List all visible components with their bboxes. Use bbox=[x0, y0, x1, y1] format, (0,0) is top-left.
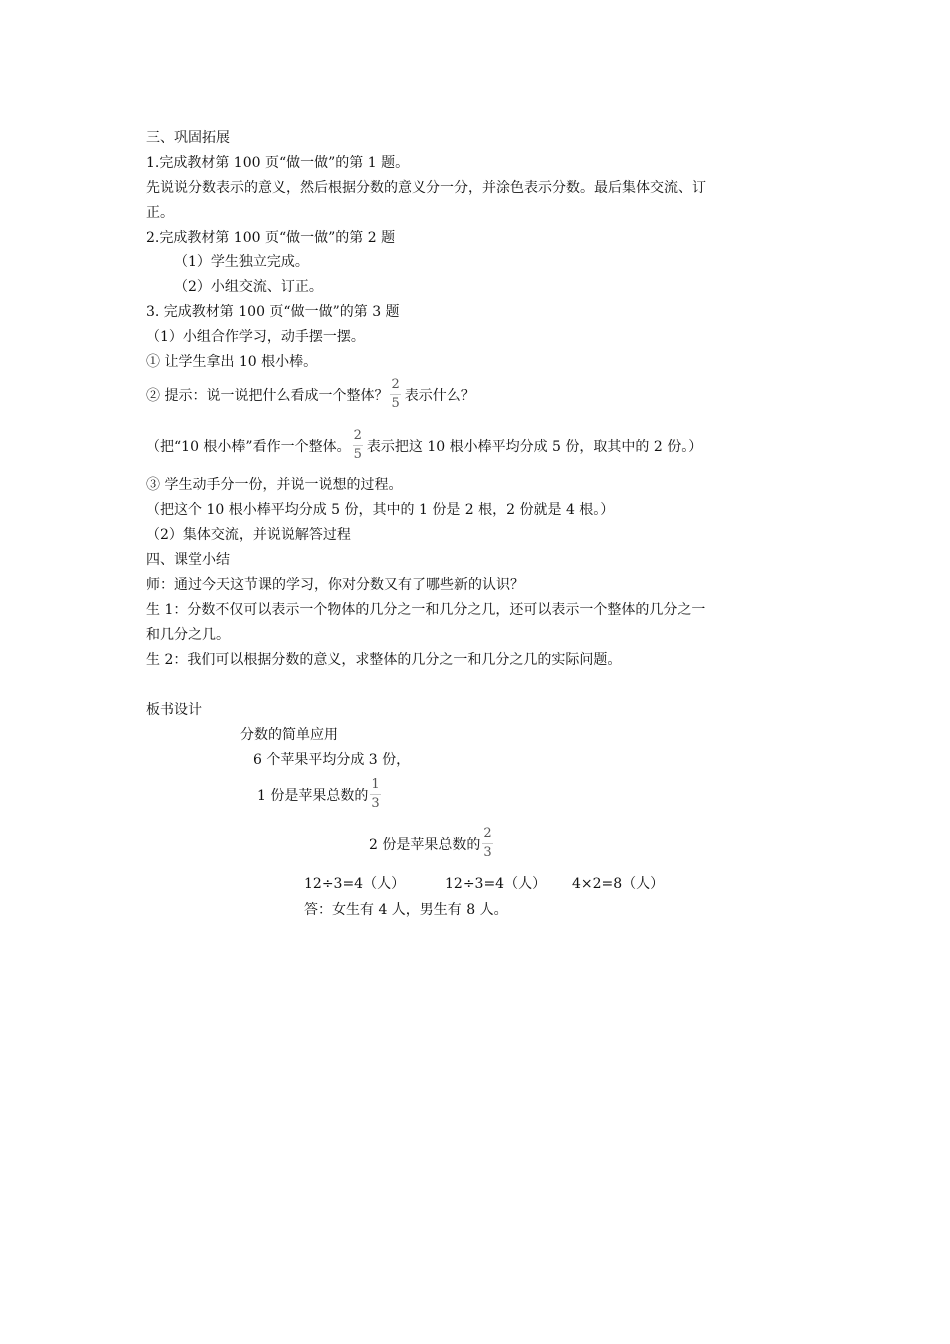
board-answer: 答：女生有 4 人，男生有 8 人。 bbox=[304, 902, 508, 918]
board-line1: 6 个苹果平均分成 3 份， bbox=[253, 752, 411, 768]
step2-question-end: 表示什么？ bbox=[404, 388, 475, 404]
board-heading: 板书设计 bbox=[146, 702, 202, 718]
item2-text: 2.完成教材第 100 页“做一做”的第 2 题 bbox=[146, 230, 396, 246]
board-line3 bbox=[369, 825, 497, 865]
student1-answer-cont: 和几分之几。 bbox=[146, 627, 230, 643]
item3-sub2: （2）集体交流，并说说解答过程 bbox=[146, 527, 351, 543]
step3-text: ③ 学生动手分一份，并说一说想的过程。 bbox=[146, 477, 403, 493]
step1-text: ① 让学生拿出 10 根小棒。 bbox=[146, 354, 318, 370]
fraction-two-fifths: $\frac{2}{5}$ bbox=[391, 376, 400, 411]
answer3-text: （把这个 10 根小棒平均分成 5 份，其中的 1 份是 2 根，2 份就是 4 根。） bbox=[146, 502, 615, 518]
board-calc1: 12÷3=4（人） bbox=[304, 876, 406, 892]
item2-sub1: （1）学生独立完成。 bbox=[174, 254, 309, 270]
board-calc3: 4×2=8（人） bbox=[572, 876, 665, 892]
board-line3-text: 2 份是苹果总数的 bbox=[369, 837, 481, 853]
answer2-line bbox=[146, 427, 702, 467]
answer2-start: （把“10 根小棒”看作一个整体。 bbox=[146, 439, 351, 455]
item1-text: 1.完成教材第 100 页“做一做”的第 1 题。 bbox=[146, 155, 410, 171]
fraction-two-fifths: $\frac{2}{5}$ bbox=[353, 427, 362, 462]
teacher-question: 师：通过今天这节课的学习，你对分数又有了哪些新的认识？ bbox=[146, 577, 524, 593]
answer2-end: 表示把这 10 根小棒平均分成 5 份，取其中的 2 份。） bbox=[366, 439, 703, 455]
item3-text: 3. 完成教材第 100 页“做一做”的第 3 题 bbox=[146, 304, 400, 320]
step2-line bbox=[146, 376, 475, 416]
student2-answer: 生 2：我们可以根据分数的意义，求整体的几分之一和几分之几的实际问题。 bbox=[146, 652, 622, 668]
item2-sub2: （2）小组交流、订正。 bbox=[174, 279, 323, 295]
board-calc2: 12÷3=4（人） bbox=[445, 876, 547, 892]
board-line2 bbox=[257, 776, 385, 816]
item1-description-cont: 正。 bbox=[146, 205, 174, 221]
board-line2-text: 1 份是苹果总数的 bbox=[257, 788, 369, 804]
fraction-two-thirds: $\frac{2}{3}$ bbox=[483, 825, 492, 860]
student1-answer: 生 1：分数不仅可以表示一个物体的几分之一和几分之几，还可以表示一个整体的几分之一 bbox=[146, 602, 706, 618]
section4-heading: 四、课堂小结 bbox=[146, 552, 230, 568]
board-title: 分数的简单应用 bbox=[240, 727, 338, 743]
section3-heading: 三、巩固拓展 bbox=[146, 130, 230, 146]
item1-description: 先说说分数表示的意义，然后根据分数的意义分一分，并涂色表示分数。最后集体交流、订 bbox=[146, 180, 706, 196]
item3-sub1: （1）小组合作学习，动手摆一摆。 bbox=[146, 329, 365, 345]
fraction-one-third: $\frac{1}{3}$ bbox=[371, 776, 380, 811]
step2-question: ② 提示：说一说把什么看成一个整体？ bbox=[146, 388, 389, 404]
